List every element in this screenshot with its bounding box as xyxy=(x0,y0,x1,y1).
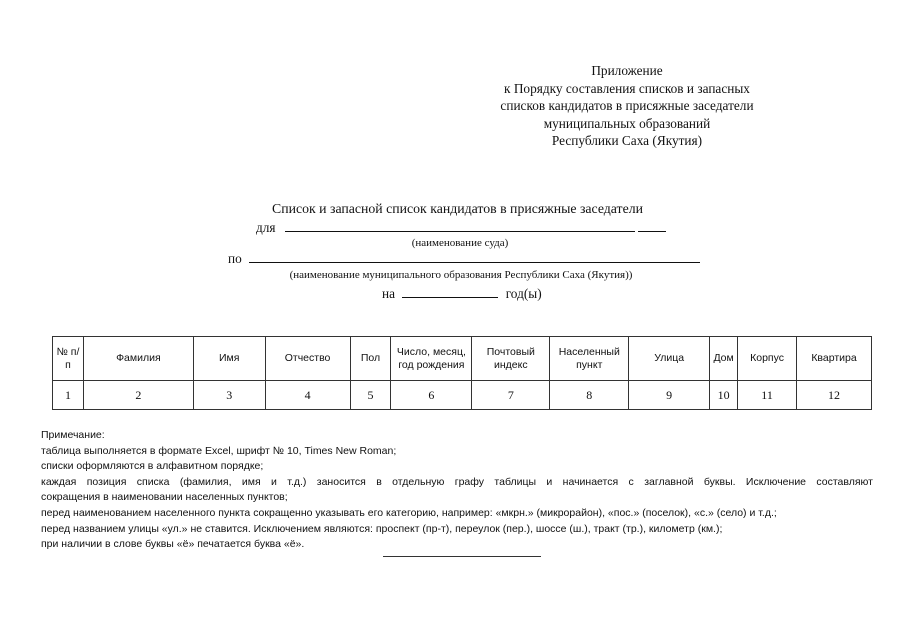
column-header: Почтовый индекс xyxy=(472,337,550,381)
column-number: 11 xyxy=(738,381,797,410)
note-line: каждая позиция списка (фамилия, имя и т.д.) заносится в отдельную графу таблицы и начинается с заглавной буквы. Исключение составляют xyxy=(41,475,873,488)
note-line: списки оформляются в алфавитном порядке; xyxy=(41,460,264,473)
appendix-line: муниципальных образований xyxy=(543,115,711,131)
table-header-row xyxy=(53,337,872,381)
note-line: при наличии в слове буквы «ё» печатается буква «ё». xyxy=(41,538,305,551)
candidates-table xyxy=(52,336,872,410)
column-number: 6 xyxy=(391,381,472,410)
appendix-header xyxy=(440,62,814,150)
document-title: Список и запасной список кандидатов в присяжные заседатели xyxy=(272,201,643,216)
for-label: для xyxy=(256,220,276,235)
column-header: Отчество xyxy=(265,337,350,381)
column-header: Пол xyxy=(350,337,391,381)
column-header: № п/п xyxy=(53,337,84,381)
column-number: 9 xyxy=(629,381,710,410)
column-number: 12 xyxy=(797,381,872,410)
table-row xyxy=(53,381,872,410)
appendix-line: списков кандидатов в присяжные заседатели xyxy=(500,98,754,113)
column-number: 4 xyxy=(265,381,350,410)
municipality-line xyxy=(228,250,700,267)
column-header: Имя xyxy=(193,337,265,381)
municipality-blank xyxy=(249,250,700,263)
column-header: Улица xyxy=(629,337,710,381)
column-header: Корпус xyxy=(738,337,797,381)
appendix-line: к Порядку составления списков и запасных xyxy=(504,80,750,96)
year-suffix: год(ы) xyxy=(505,286,542,301)
column-number: 10 xyxy=(710,381,738,410)
column-header: Квартира xyxy=(797,337,872,381)
column-number: 8 xyxy=(550,381,629,410)
municipality-caption: (наименование муниципального образования Республики Саха (Якутия)) xyxy=(289,269,633,281)
column-number: 3 xyxy=(193,381,265,410)
court-line xyxy=(256,219,666,236)
year-line xyxy=(382,285,542,302)
column-number: 1 xyxy=(53,381,84,410)
appendix-line: Республики Саха (Якутия) xyxy=(551,133,703,148)
column-number: 2 xyxy=(83,381,193,410)
court-blank xyxy=(285,219,635,232)
appendix-line: Приложение xyxy=(591,63,663,78)
note-line: таблица выполняется в формате Excel, шрифт № 10, Times New Roman; xyxy=(41,444,397,457)
note-line: сокращения в наименовании населенных пунктов; xyxy=(41,491,288,504)
note-line: перед наименованием населенного пункта сокращенно указывать его категорию, например: «мкрн.» (микрорайон), «пос.» (поселок), «с.» (село) и т.д.; xyxy=(41,506,777,519)
court-caption: (наименование суда) xyxy=(411,237,509,249)
column-number: 5 xyxy=(350,381,391,410)
po-label: по xyxy=(228,251,242,266)
court-blank-extra xyxy=(638,219,666,232)
column-header: Число, месяц, год рождения xyxy=(391,337,472,381)
na-label: на xyxy=(382,286,396,301)
column-header: Фамилия xyxy=(83,337,193,381)
column-header: Дом xyxy=(710,337,738,381)
notes-block xyxy=(41,428,873,553)
column-header: Населенный пункт xyxy=(550,337,629,381)
year-blank xyxy=(402,285,498,298)
column-number: 7 xyxy=(472,381,550,410)
note-line: перед названием улицы «ул.» не ставится. Исключением являются: проспект (пр-т), переулок (пер.), шоссе (ш.), тракт (тр.), километр (км.); xyxy=(41,522,723,535)
end-divider xyxy=(383,556,541,557)
notes-heading: Примечание: xyxy=(41,429,105,441)
